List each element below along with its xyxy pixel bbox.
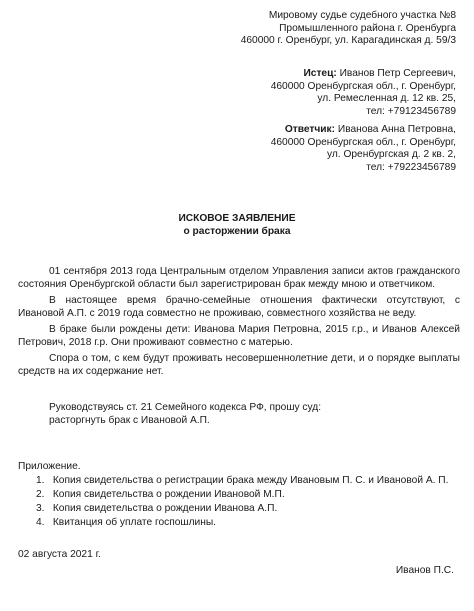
plaintiff-label: Истец: xyxy=(303,68,337,79)
plaintiff-name: Иванов Петр Сергеевич, xyxy=(339,68,456,79)
body-paragraph: Спора о том, с кем будут проживать несовершеннолетние дети, и о порядке выплаты средств на их содержание нет. xyxy=(18,353,460,377)
request-line: расторгнуть брак с Ивановой А.П. xyxy=(49,415,210,426)
body-paragraph: 01 сентября 2013 года Центральным отделом Управления записи актов гражданского состояния Оренбургской области был зарегистрирован брак между мною и ответчиком. xyxy=(18,266,460,290)
defendant-block xyxy=(156,124,456,174)
list-item-text: Квитанция об уплате госпошлины. xyxy=(52,517,216,529)
addressee-block xyxy=(156,10,456,48)
list-item-text: Копия свидетельства о регистрации брака между Ивановым П. С. и Ивановой А. П. xyxy=(52,475,449,486)
list-item-text: Копия свидетельства о рождении Иванова А.П. xyxy=(52,503,278,515)
plaintiff-block xyxy=(156,68,456,118)
document-subtitle: о расторжении брака xyxy=(183,226,291,237)
defendant-label: Ответчик: xyxy=(284,124,336,135)
document-title: ИСКОВОЕ ЗАЯВЛЕНИЕ xyxy=(178,213,296,224)
list-item-number: 2. xyxy=(36,489,45,501)
attachments-list xyxy=(36,475,448,530)
defendant-name: Иванова Анна Петровна, xyxy=(337,124,456,135)
defendant-address-line: 460000 Оренбургская обл., г. Оренбург, xyxy=(270,136,456,148)
list-item xyxy=(36,475,448,488)
list-item-number: 4. xyxy=(36,517,45,529)
list-item xyxy=(36,503,448,516)
plaintiff-address-line: 460000 Оренбургская обл., г. Оренбург, xyxy=(270,80,456,92)
body-paragraph: В браке были рождены дети: Иванова Мария Петровна, 2015 г.р., и Иванов Алексей Петрович, 2018 г.р. Они проживают совместно с матерью. xyxy=(18,324,460,348)
addressee-line: Мировому судье судебного участка №8 xyxy=(268,10,456,21)
list-item xyxy=(36,517,448,530)
signature: Иванов П.С. xyxy=(395,565,454,576)
addressee-line: 460000 г. Оренбург, ул. Карагадинская д. 59/3 xyxy=(240,35,456,47)
defendant-phone: тел: +79223456789 xyxy=(366,161,456,173)
request-line: Руководствуясь ст. 21 Семейного кодекса РФ, прошу суд: xyxy=(49,402,322,413)
attachments-heading: Приложение. xyxy=(18,461,81,472)
list-item xyxy=(36,489,448,502)
list-item-text: Копия свидетельства о рождении Ивановой М.П. xyxy=(52,489,285,501)
addressee-line: Промышленного района г. Оренбурга xyxy=(279,22,456,34)
document-date: 02 августа 2021 г. xyxy=(18,549,101,560)
list-item-number: 3. xyxy=(36,503,45,515)
plaintiff-phone: тел: +79123456789 xyxy=(366,105,456,117)
plaintiff-address-line: ул. Ремесленная д. 12 кв. 25, xyxy=(317,93,456,105)
defendant-address-line: ул. Оренбургская д. 2 кв. 2, xyxy=(326,149,456,161)
body-paragraph: В настоящее время брачно-семейные отношения фактически отсутствуют, с Ивановой А.П. с 2019 года совместно не проживаю, совместного хозяйства не веду. xyxy=(18,295,460,319)
list-item-number: 1. xyxy=(36,475,45,486)
